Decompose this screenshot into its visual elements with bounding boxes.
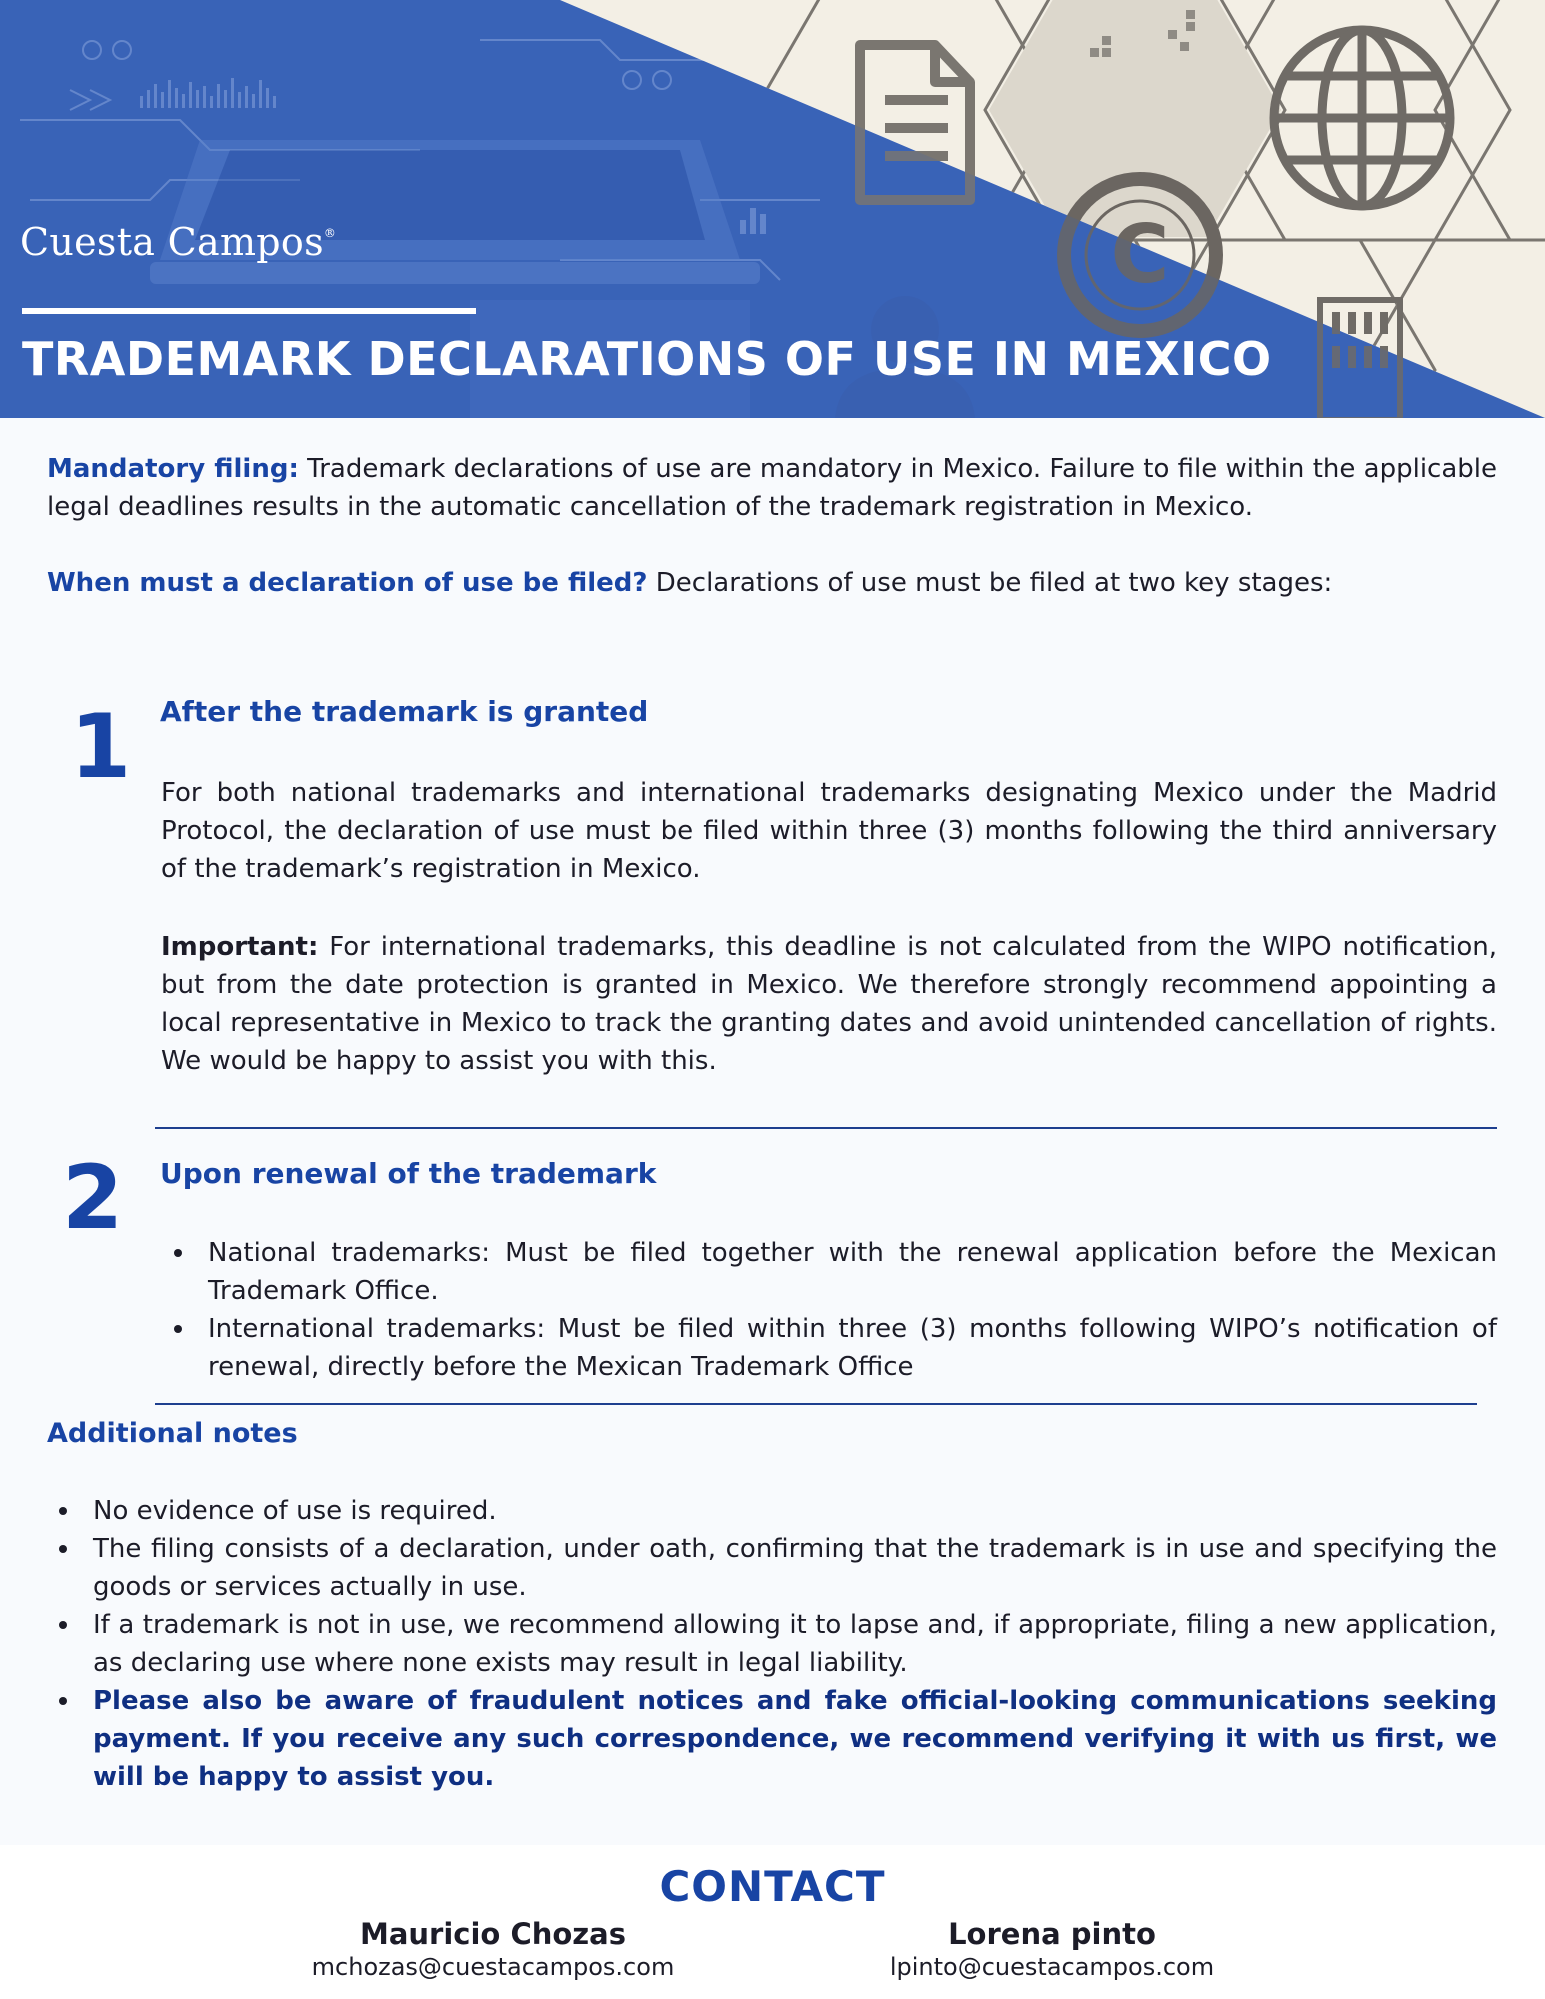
svg-text:C: C: [1110, 208, 1170, 301]
step-1-important: [161, 928, 1497, 1080]
step-1-title: After the trademark is granted: [160, 695, 649, 728]
contact-card: [822, 1917, 1282, 1981]
step-2-list: [208, 1234, 1497, 1386]
brand-name: Cuesta Campos: [20, 220, 324, 264]
mandatory-label: Mandatory filing:: [47, 454, 299, 484]
notes-title: Additional notes: [47, 1418, 298, 1449]
important-label: Important:: [161, 932, 319, 962]
divider-1: [155, 1127, 1497, 1129]
contact-card: [263, 1917, 723, 1981]
when-label: When must a declaration of use be filed?: [47, 568, 648, 598]
contact-name: Lorena pinto: [948, 1917, 1156, 1951]
contact-email[interactable]: lpinto@cuestacampos.com: [889, 1953, 1215, 1981]
contact-title: CONTACT: [659, 1862, 886, 1911]
notes-warning: Please also be aware of fraudulent notices and fake official-looking communications seeking payment. If you receive any such correspondence, we recommend verifying it with us first, we will be happy to assist you.: [93, 1682, 1497, 1796]
mandatory-paragraph: [47, 450, 1497, 526]
step-2-list-item: National trademarks: Must be filed together with the renewal application before the Mexican Trademark Office.: [208, 1234, 1497, 1310]
brand-logo: [20, 220, 336, 264]
contact-name: Mauricio Chozas: [359, 1917, 627, 1951]
mandatory-text: Trademark declarations of use are mandatory in Mexico. Failure to file within the applicable legal deadlines results in the automatic cancellation of the trademark registration in Mexico.: [47, 454, 1498, 522]
page-title: TRADEMARK DECLARATIONS OF USE IN MEXICO: [22, 332, 1272, 386]
contact-email[interactable]: mchozas@cuestacampos.com: [311, 1953, 675, 1981]
notes-list: [93, 1492, 1497, 1796]
when-text: Declarations of use must be filed at two key stages:: [647, 568, 1333, 598]
step-2-title: Upon renewal of the trademark: [160, 1157, 657, 1190]
notes-list-item: If a trademark is not in use, we recommend allowing it to lapse and, if appropriate, filing a new application, as declaring use where none exists may result in legal liability.: [93, 1606, 1497, 1682]
step-2-list-item: International trademarks: Must be filed within three (3) months following WIPO’s notification of renewal, directly before the Mexican Trademark Office: [208, 1310, 1497, 1386]
when-paragraph: [47, 564, 1497, 602]
important-text: For international trademarks, this deadline is not calculated from the WIPO notification, but from the date protection is granted in Mexico. We therefore strongly recommend appointing a local representative in Mexico to track the granting dates and avoid unintended cancellation of rights. We would be happy to assist you with this.: [161, 932, 1497, 1076]
notes-list-item: The filing consists of a declaration, under oath, confirming that the trademark is in use and specifying the goods or services actually in use.: [93, 1530, 1497, 1606]
divider-2: [155, 1403, 1477, 1405]
brand-underline: [22, 308, 476, 314]
notes-list-item: No evidence of use is required.: [93, 1492, 1497, 1530]
step-2-number: 2: [62, 1146, 124, 1249]
step-1-number: 1: [70, 695, 132, 798]
globe-icon: [1274, 30, 1450, 206]
header-banner: [0, 0, 1545, 418]
registered-mark: ®: [323, 226, 337, 240]
step-1-text: For both national trademarks and international trademarks designating Mexico under the Madrid Protocol, the declaration of use must be filed within three (3) months following the third anniversary of the trademark’s registration in Mexico.: [161, 778, 1497, 884]
